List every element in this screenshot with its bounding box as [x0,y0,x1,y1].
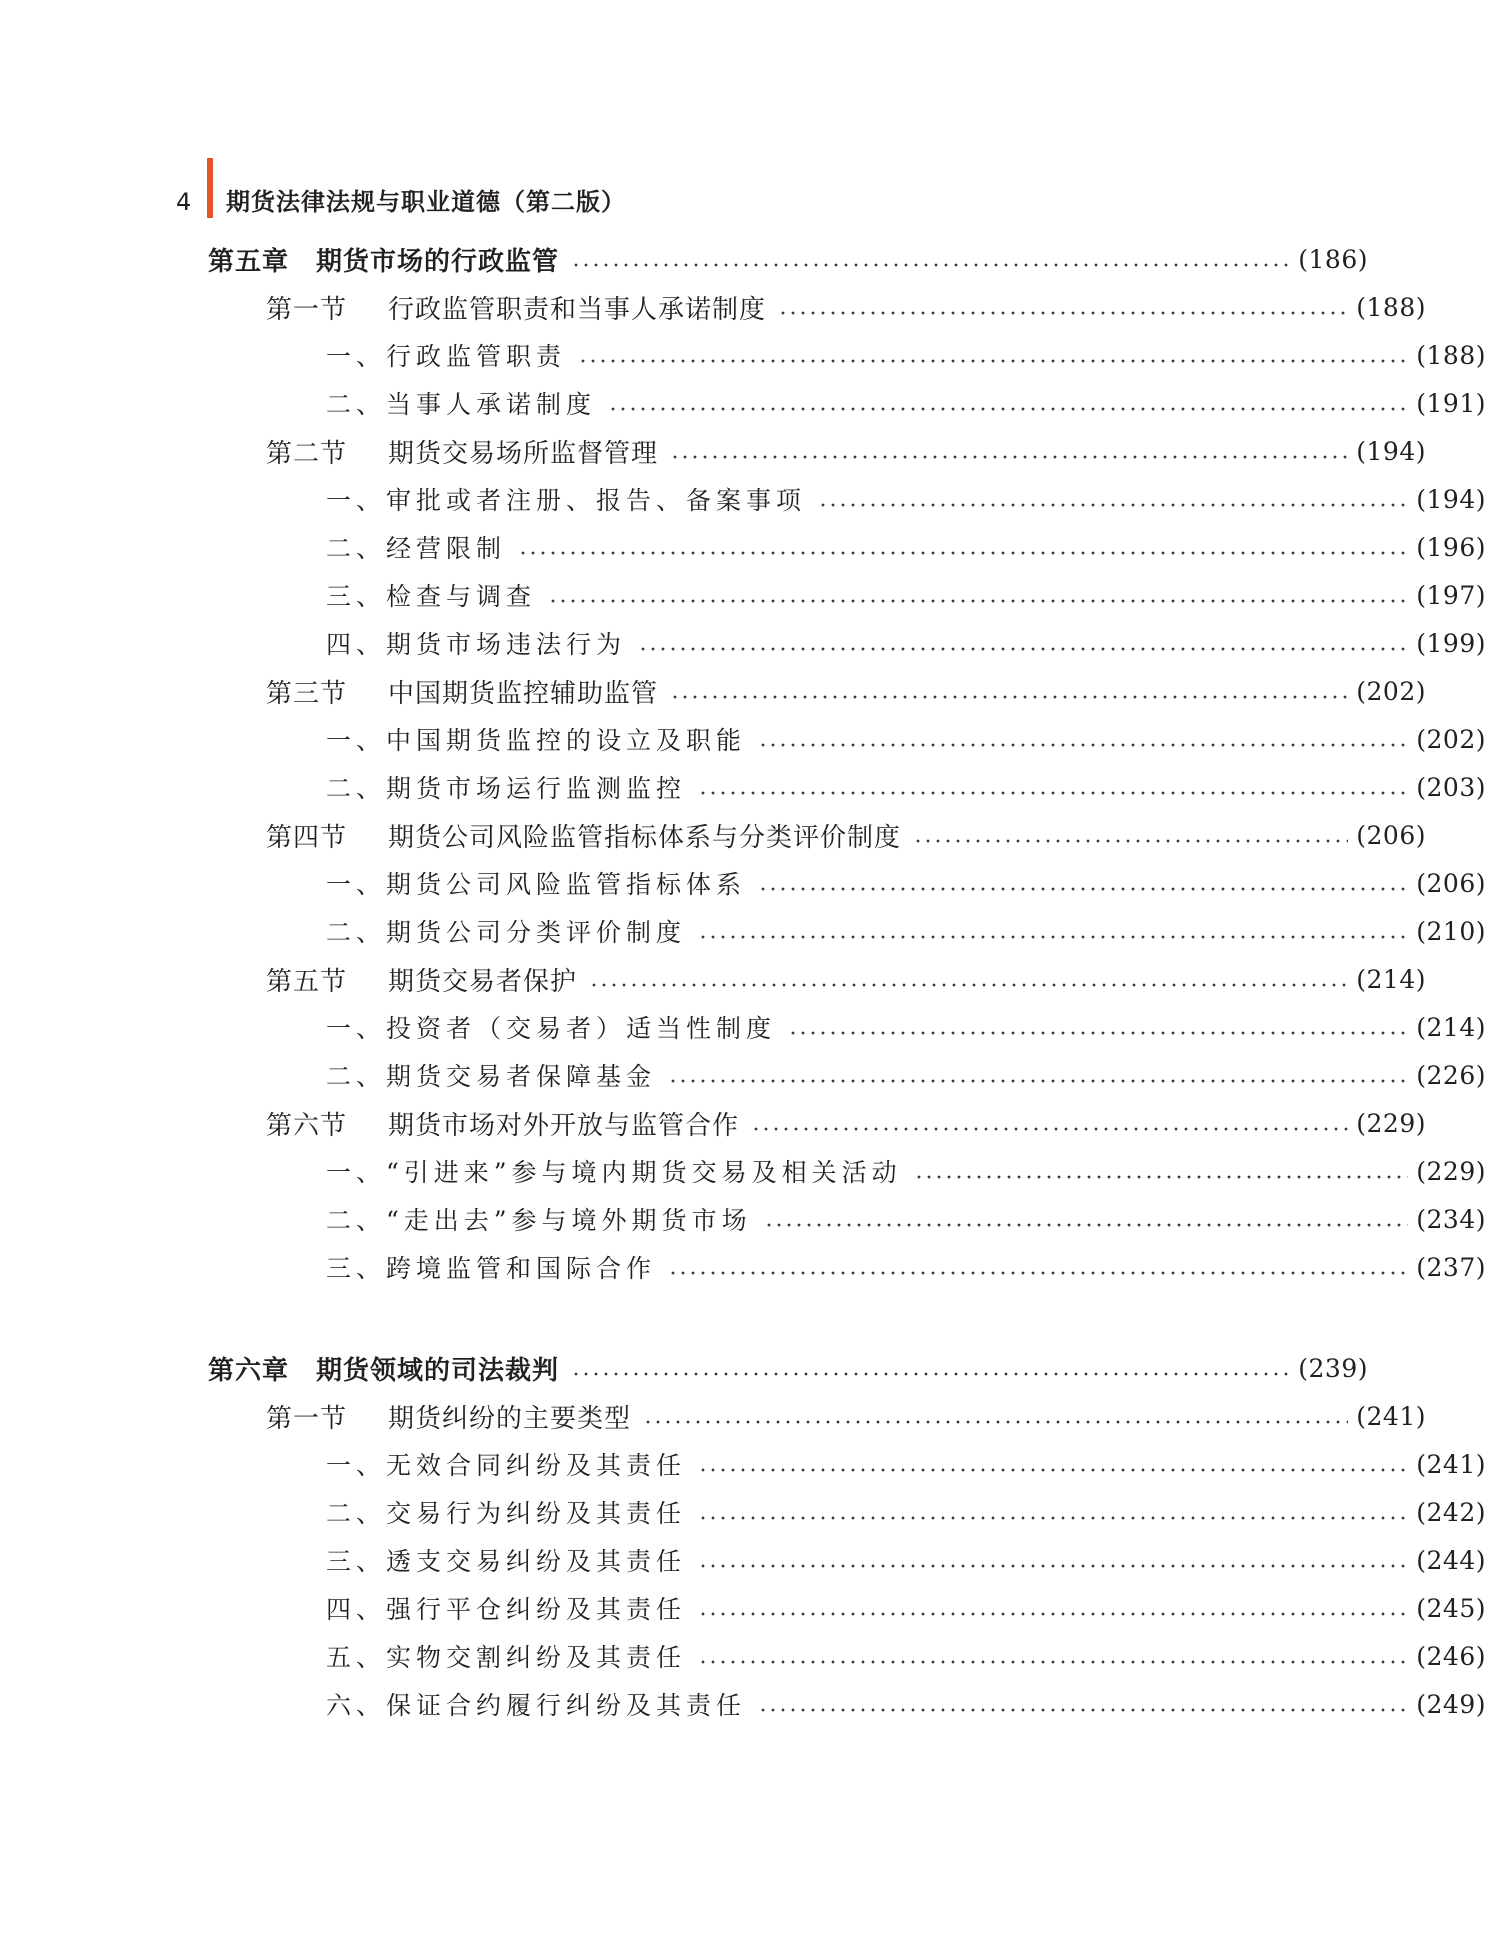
dot-leader [914,1151,1409,1191]
toc-item-row[interactable] [0,1151,1486,1191]
section-number: 第一节 [266,1403,348,1434]
page-reference: (203) [1416,772,1486,802]
toc-item-row[interactable] [0,383,1486,423]
dot-leader [589,959,1348,999]
toc-item-row[interactable] [0,527,1486,567]
page-number: 4 [176,188,192,216]
dot-leader [571,1348,1290,1388]
dot-leader [670,431,1348,471]
toc-entry-label: 二、“走出去”参与境外期货市场 [326,1206,752,1235]
book-title: 期货法律法规与职业道德（第二版） [226,188,626,216]
page-reference: (186) [1298,244,1368,274]
toc-item-row[interactable] [0,1444,1486,1484]
toc-entry-label [266,673,658,710]
toc-entry-label: 三、检查与调查 [326,582,537,611]
dot-leader [518,527,1408,567]
toc-item-row[interactable] [0,1055,1486,1095]
page-reference: (246) [1416,1641,1486,1671]
section-number: 第六节 [266,1110,348,1141]
dot-leader [698,767,1408,807]
section-title: 期货公司风险监管指标体系与分类评价制度 [388,822,902,853]
toc-section-row[interactable] [0,671,1426,711]
toc-item-row[interactable] [0,1540,1486,1580]
page-reference: (196) [1416,532,1486,562]
toc-chapter-row[interactable] [0,1348,1368,1388]
toc-item-row[interactable] [0,1588,1486,1628]
toc-section-row[interactable] [0,431,1426,471]
dot-leader [788,1007,1408,1047]
dot-leader [818,479,1408,519]
toc-item-row[interactable] [0,911,1486,951]
toc-entry-label: 二、期货市场运行监测监控 [326,774,687,803]
page-reference: (234) [1416,1204,1486,1234]
section-title: 期货交易场所监督管理 [388,438,659,469]
page-reference: (202) [1416,724,1486,754]
dot-leader [758,719,1408,759]
page-reference: (191) [1416,388,1486,418]
toc-item-row[interactable] [0,767,1486,807]
page-reference: (197) [1416,580,1486,610]
section-number: 第二节 [266,438,348,469]
page-reference: (214) [1356,964,1426,994]
toc-entry-label: 一、投资者（交易者）适当性制度 [326,1014,777,1043]
toc-entry-label [266,1105,739,1142]
toc-entry-label: 六、保证合约履行纠纷及其责任 [326,1691,747,1720]
toc-entry-label: 二、当事人承诺制度 [326,390,597,419]
toc-entry-label: 一、无效合同纠纷及其责任 [326,1451,687,1480]
page-reference: (245) [1416,1593,1486,1623]
toc-entry-label: 二、期货公司分类评价制度 [326,918,687,947]
dot-leader [698,1492,1408,1532]
page-reference: (210) [1416,916,1486,946]
toc-entry-label [266,961,577,998]
section-number: 第四节 [266,822,348,853]
page-reference: (206) [1416,868,1486,898]
toc-entry-label: 二、交易行为纠纷及其责任 [326,1499,687,1528]
toc-section-row[interactable] [0,1103,1426,1143]
toc-entry-label: 一、行政监管职责 [326,342,567,371]
dot-leader [778,287,1348,327]
toc-entry-label [266,817,901,854]
toc-chapter-row[interactable] [0,239,1368,279]
page-reference: (226) [1416,1060,1486,1090]
page-reference: (206) [1356,820,1426,850]
dot-leader [668,1247,1408,1287]
toc-entry-label [266,1398,631,1435]
page-reference: (188) [1356,292,1426,322]
dot-leader [751,1103,1348,1143]
toc-entry-label: 一、期货公司风险监管指标体系 [326,870,747,899]
section-title: 中国期货监控辅助监管 [388,678,659,709]
dot-leader [698,1588,1408,1628]
page-reference: (214) [1416,1012,1486,1042]
dot-leader [578,335,1408,375]
toc-section-row[interactable] [0,287,1426,327]
toc-item-row[interactable] [0,1247,1486,1287]
toc-entry-label: 一、审批或者注册、报告、备案事项 [326,486,807,515]
section-title: 行政监管职责和当事人承诺制度 [388,294,767,325]
page-reference: (242) [1416,1497,1486,1527]
toc-item-row[interactable] [0,863,1486,903]
dot-leader [764,1199,1409,1239]
page-reference: (244) [1416,1545,1486,1575]
toc-entry-label: 四、强行平仓纠纷及其责任 [326,1595,687,1624]
toc-entry-label: 三、跨境监管和国际合作 [326,1254,657,1283]
page-reference: (241) [1356,1401,1426,1431]
toc-item-row[interactable] [0,1007,1486,1047]
page-reference: (188) [1416,340,1486,370]
page-reference: (229) [1356,1108,1426,1138]
toc-item-row[interactable] [0,1684,1486,1724]
dot-leader [608,383,1408,423]
toc-entry-label [266,289,766,326]
toc-item-row[interactable] [0,1636,1486,1676]
dot-leader [638,623,1408,663]
page-reference: (194) [1416,484,1486,514]
toc-entry-label [266,433,658,470]
dot-leader [698,1444,1408,1484]
toc-entry-label: 二、经营限制 [326,534,507,563]
toc-item-row[interactable] [0,479,1486,519]
toc-entry-label: 第六章 期货领域的司法裁判 [208,1355,560,1386]
page-reference: (239) [1298,1353,1368,1383]
section-number: 第一节 [266,294,348,325]
dot-leader [643,1396,1348,1436]
toc-section-row[interactable] [0,1396,1426,1436]
dot-leader [913,815,1348,855]
toc-entry-label: 一、中国期货监控的设立及职能 [326,726,747,755]
page-reference: (199) [1416,628,1486,658]
toc-entry-label: 五、实物交割纠纷及其责任 [326,1643,687,1672]
dot-leader [698,911,1408,951]
toc-item-row[interactable] [0,1492,1486,1532]
dot-leader [548,575,1408,615]
toc-item-row[interactable] [0,335,1486,375]
toc-item-row[interactable] [0,623,1486,663]
toc-item-row[interactable] [0,1199,1486,1239]
page-reference: (202) [1356,676,1426,706]
section-number: 第三节 [266,678,348,709]
dot-leader [758,863,1408,903]
page-reference: (241) [1416,1449,1486,1479]
toc-entry-label: 四、期货市场违法行为 [326,630,627,659]
section-title: 期货市场对外开放与监管合作 [388,1110,740,1141]
toc-item-row[interactable] [0,719,1486,759]
section-number: 第五节 [266,966,348,997]
dot-leader [698,1636,1408,1676]
toc-entry-label: 二、期货交易者保障基金 [326,1062,657,1091]
page-reference: (237) [1416,1252,1486,1282]
dot-leader [698,1540,1408,1580]
toc-item-row[interactable] [0,575,1486,615]
page-reference: (249) [1416,1689,1486,1719]
section-title: 期货纠纷的主要类型 [388,1403,632,1434]
page-reference: (194) [1356,436,1426,466]
toc-entry-label: 三、透支交易纠纷及其责任 [326,1547,687,1576]
section-title: 期货交易者保护 [388,966,578,997]
page-reference: (229) [1416,1156,1486,1186]
toc-entry-label: 第五章 期货市场的行政监管 [208,246,560,277]
dot-leader [670,671,1348,711]
dot-leader [668,1055,1408,1095]
toc-section-row[interactable] [0,815,1426,855]
dot-leader [571,239,1290,279]
dot-leader [758,1684,1408,1724]
toc-entry-label: 一、“引进来”参与境内期货交易及相关活动 [326,1158,902,1187]
toc-section-row[interactable] [0,959,1426,999]
